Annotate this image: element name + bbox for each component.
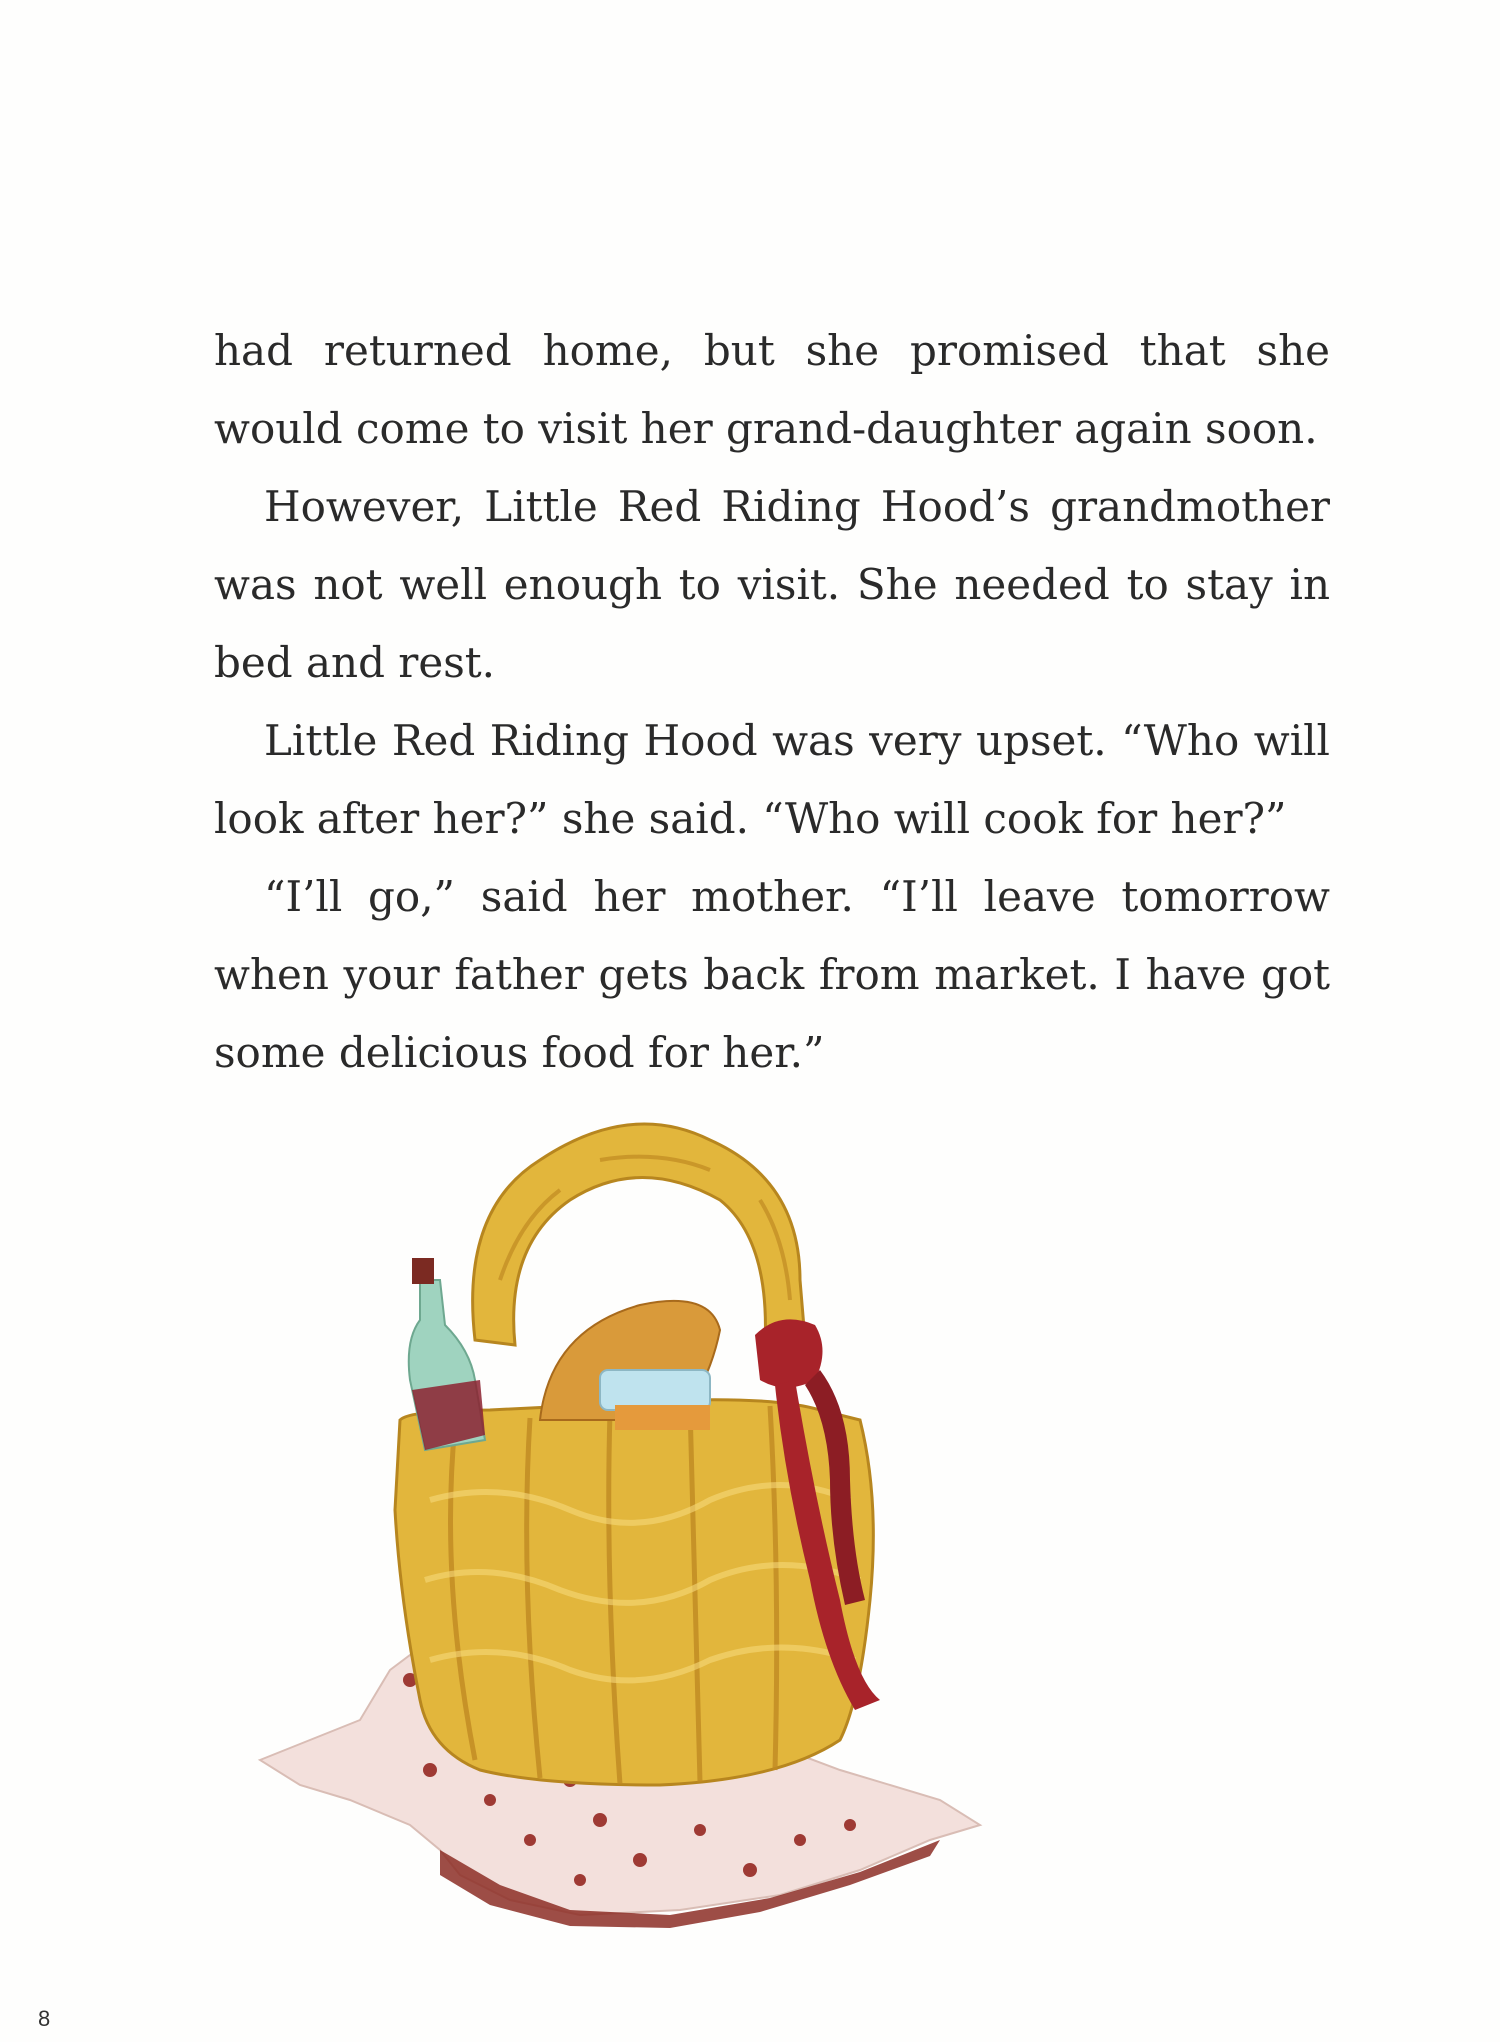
story-text [214,312,1330,1092]
paragraph-3: Little Red Riding Hood was very upset. “Who will look after her?” she said. “Who will cook for her?” [214,716,1330,843]
page-number: 8 [38,2006,51,2031]
paragraph-2: However, Little Red Riding Hood’s grandmother was not well enough to visit. She needed to stay in bed and rest. [214,482,1330,687]
picnic-basket-icon [240,1080,1160,1960]
picnic-basket-illustration [240,1080,1160,1960]
paragraph-4: “I’ll go,” said her mother. “I’ll leave tomorrow when your father gets back from market. I have got some delicious food for her.” [214,872,1330,1077]
paragraph-1: had returned home, but she promised that she would come to visit her grand-daughter again soon. [214,326,1330,453]
